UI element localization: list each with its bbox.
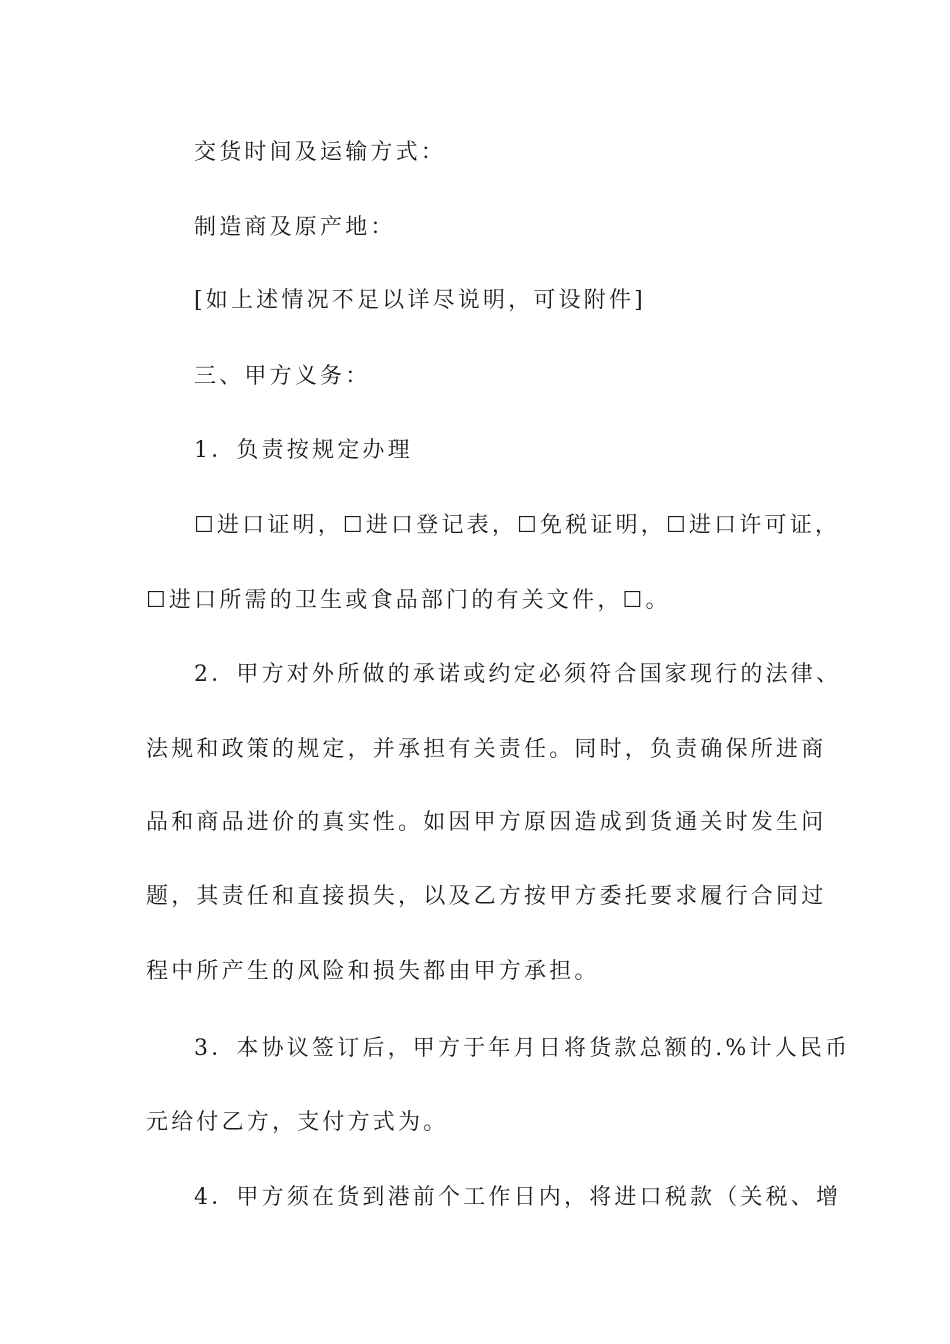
clause-2-line-2: 法规和政策的规定，并承担有关责任。同时，负责确保所进商: [146, 737, 827, 762]
clause-4-line-1: 4．甲方须在货到港前个工作日内，将进口税款（关税、增: [194, 1185, 842, 1210]
clause-2-line-4: 题，其责任和直接损失，以及乙方按甲方委托要求履行合同过: [146, 884, 827, 909]
clause-3-line-2: 元给付乙方，支付方式为。: [146, 1110, 449, 1135]
clause-3-line-1: 3．本协议签订后，甲方于年月日将货款总额的.%计人民币: [194, 1036, 851, 1061]
clause-1-checklist-line-2: ☐进口所需的卫生或食品部门的有关文件，☐。: [146, 588, 671, 613]
clause-2-line-1: 2．甲方对外所做的承诺或约定必须符合国家现行的法律、: [194, 662, 842, 687]
clause-1-checklist-line-1: ☐进口证明，☐进口登记表，☐免税证明，☐进口许可证，: [194, 513, 841, 538]
delivery-time-line: 交货时间及运输方式：: [194, 140, 447, 165]
clause-1-line: 1．负责按规定办理: [194, 438, 413, 463]
attachment-note-line: [如上述情况不足以详尽说明，可设附件]: [194, 288, 646, 313]
section-heading-party-a-obligations: 三、甲方义务：: [194, 364, 371, 389]
clause-2-line-3: 品和商品进价的真实性。如因甲方原因造成到货通关时发生问: [146, 810, 827, 835]
manufacturer-origin-line: 制造商及原产地：: [194, 215, 396, 240]
clause-2-line-5: 程中所产生的风险和损失都由甲方承担。: [146, 959, 600, 984]
